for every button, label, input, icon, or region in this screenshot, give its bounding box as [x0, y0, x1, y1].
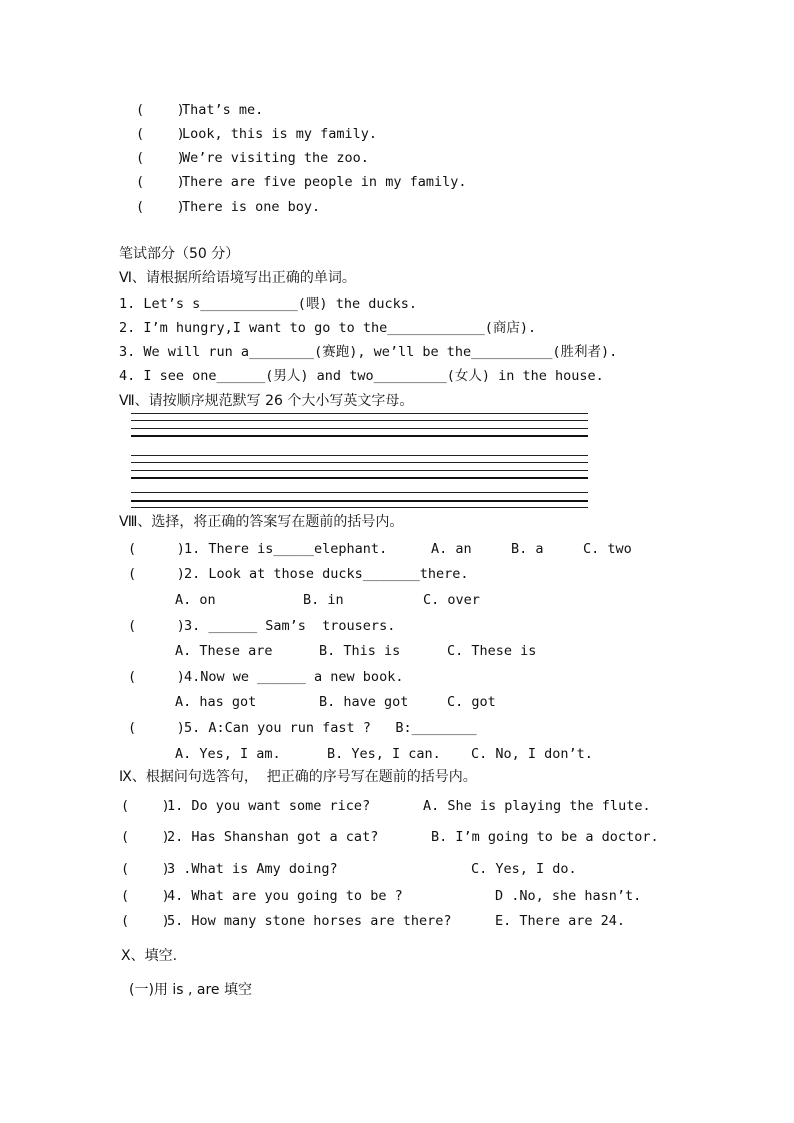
writing-rule [131, 477, 588, 479]
writing-rule [131, 428, 588, 429]
sentence-item: There are five people in my family. [182, 174, 467, 190]
section-6-title: Ⅵ、请根据所给语境写出正确的单词。 [119, 270, 356, 286]
answer-bracket[interactable]: ( ) [136, 174, 185, 190]
answer-bracket[interactable]: ( ) [136, 199, 185, 215]
option-c: C. two [583, 541, 632, 557]
writing-rule [131, 455, 588, 456]
answer-choice: B. I’m going to be a doctor. [431, 829, 659, 845]
option-b: B. a [511, 541, 544, 557]
option-a: A. These are [175, 643, 273, 659]
answer-bracket[interactable]: ( ) [128, 566, 185, 582]
option-a: A. has got [175, 694, 257, 710]
answer-bracket[interactable]: ( ) [121, 861, 170, 877]
fill-word-item: 1. Let’s s____________(喂) the ducks. [119, 296, 417, 312]
answer-bracket[interactable]: ( ) [136, 150, 185, 166]
sentence-item: We’re visiting the zoo. [182, 150, 369, 166]
written-part-header: 笔试部分（50 分） [119, 246, 240, 262]
writing-rule [131, 507, 588, 508]
writing-rule [131, 420, 588, 421]
question-stem: 4.Now we ______ a new book. [184, 669, 404, 685]
fill-word-item: 4. I see one______(男人) and two_________(女人) in the house. [119, 368, 604, 384]
question-stem: 3. ______ Sam’s trousers. [184, 618, 396, 634]
section-7-title: Ⅶ、请按顺序规范默写 26 个大小写英文字母。 [119, 393, 414, 409]
answer-bracket[interactable]: ( ) [136, 102, 185, 118]
answer-choice: E. There are 24. [495, 913, 626, 929]
question-stem: 5. A:Can you run fast ? B:________ [184, 720, 477, 736]
option-c: C. got [447, 694, 496, 710]
option-a: A. on [175, 592, 216, 608]
answer-bracket[interactable]: ( ) [121, 829, 170, 845]
answer-bracket[interactable]: ( ) [128, 669, 185, 685]
question-stem: 2. Look at those ducks_______there. [184, 566, 469, 582]
option-a: A. an [431, 541, 472, 557]
writing-rule [131, 413, 588, 414]
answer-bracket[interactable]: ( ) [121, 798, 170, 814]
question-text: 2. Has Shanshan got a cat? [167, 829, 379, 845]
question-text: 5. How many stone horses are there? [167, 913, 452, 929]
fill-word-item: 2. I’m hungry,I want to go to the____________(商店). [119, 320, 537, 336]
answer-choice: C. Yes, I do. [471, 861, 577, 877]
answer-bracket[interactable]: ( ) [136, 126, 185, 142]
sentence-item: Look, this is my family. [182, 126, 378, 142]
option-c: C. No, I don’t. [471, 746, 593, 762]
writing-rule [131, 435, 588, 437]
option-b: B. Yes, I can. [327, 746, 441, 762]
answer-bracket[interactable]: ( ) [128, 541, 185, 557]
answer-bracket[interactable]: ( ) [121, 888, 170, 904]
answer-bracket[interactable]: ( ) [128, 618, 185, 634]
answer-bracket[interactable]: ( ) [121, 913, 170, 929]
sentence-item: That’s me. [182, 102, 264, 118]
answer-choice: D .No, she hasn’t. [495, 888, 642, 904]
option-c: C. These is [447, 643, 537, 659]
question-text: 4. What are you going to be ? [167, 888, 403, 904]
answer-choice: A. She is playing the flute. [423, 798, 651, 814]
question-text: 1. Do you want some rice? [167, 798, 371, 814]
option-a: A. Yes, I am. [175, 746, 281, 762]
subsection-title: (一)用 is , are 填空 [129, 982, 252, 998]
fill-word-item: 3. We will run a________(赛跑), we’ll be the__________(胜利者). [119, 344, 618, 360]
section-10-title: Ⅹ、填空. [121, 948, 178, 964]
writing-rule [131, 492, 588, 493]
option-b: B. have got [319, 694, 409, 710]
section-8-title: Ⅷ、选择，将正确的答案写在题前的括号内。 [119, 514, 404, 530]
section-9-title: Ⅸ、根据问句选答句， 把正确的序号写在题前的括号内。 [119, 769, 477, 785]
option-b: B. This is [319, 643, 401, 659]
writing-rule [131, 500, 588, 502]
writing-rule [131, 462, 588, 463]
option-b: B. in [303, 592, 344, 608]
sentence-item: There is one boy. [182, 199, 321, 215]
writing-rule [131, 470, 588, 471]
option-c: C. over [423, 592, 480, 608]
answer-bracket[interactable]: ( ) [128, 720, 185, 736]
question-stem: 1. There is_____elephant. [184, 541, 388, 557]
question-text: 3 .What is Amy doing? [167, 861, 338, 877]
